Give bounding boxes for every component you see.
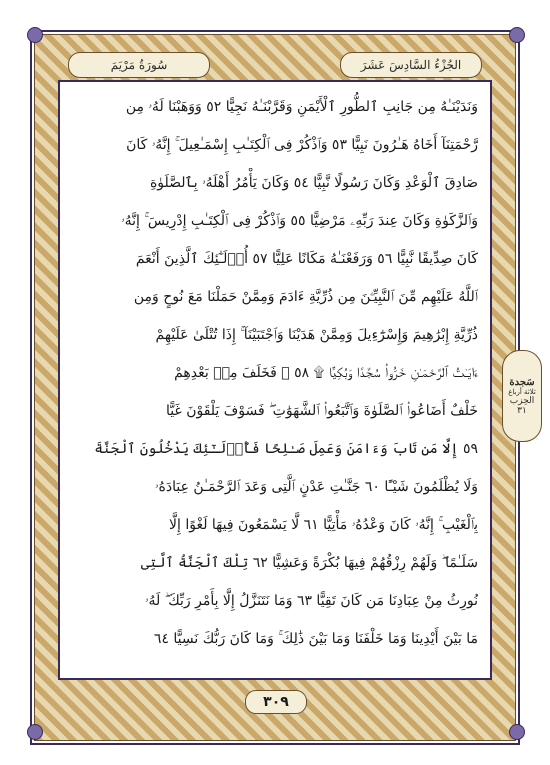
page-header [58, 52, 492, 78]
text-line: وَنَدَيْنَـٰهُ مِن جَانِبِ ٱلطُّورِ ٱلْأَيْمَنِ وَقَرَّبْنَـٰهُ نَجِيًّا ٥٢ وَوَهَبْنَا لَهُۥ مِن [125, 99, 478, 115]
text-line: نُورِثُ مِنْ عِبَادِنَا مَن كَانَ تَقِيًّا ٦٣ وَمَا نَتَنَزَّلُ إِلَّا بِأَمْرِ رَبِّكَ ۖ لَهُۥ [144, 593, 478, 609]
corner-ornament-icon [509, 724, 525, 740]
corner-ornament-icon [27, 724, 43, 740]
hizb-label: الحِزب [509, 395, 535, 406]
text-line: رَّحْمَتِنَآ أَخَاهُ هَـٰرُونَ نَبِيًّا ٥٣ وَٱذْكُرْ فِى ٱلْكِتَـٰبِ إِسْمَـٰعِيلَ ۚ إِنَّهُۥ كَانَ [126, 137, 478, 153]
text-line: ذُرِّيَّةِ إِبْرَٰهِيمَ وَإِسْرَٰٓءِيلَ وَمِمَّنْ هَدَيْنَا وَٱجْتَبَيْنَآ ۚ إِذَا تُتْلَىٰ عَلَيْهِمْ [155, 327, 478, 343]
sajdah-label: سَجدة [509, 376, 535, 388]
text-line: ءَايَـٰتُ ٱلرَّحْمَـٰنِ خَرُّوا۟ سُجَّدًا وَبُكِيًّا ۩ ٥٨ ۞ فَخَلَفَ مِنۢ بَعْدِهِمْ [174, 365, 478, 381]
text-line: خَلْفٌ أَضَاعُوا۟ ٱلصَّلَوٰةَ وَٱتَّبَعُوا۟ ٱلشَّهَوَٰتِ ۖ فَسَوْفَ يَلْقَوْنَ غَيًّا [165, 403, 478, 419]
corner-ornament-icon [509, 27, 525, 43]
surah-label: سُورَةُ مَرْيَمَ [68, 52, 210, 78]
quran-text [72, 92, 478, 672]
text-line: ٥٩ إِلَّا مَن تَابَ وَءَامَنَ وَعَمِلَ صَـٰلِحًا فَأُو۟لَـٰٓئِكَ يَدْخُلُونَ ٱلْجَنَّةَ [94, 441, 478, 457]
hizb-number: ٣١ [517, 405, 527, 416]
text-line: وَلَا يُظْلَمُونَ شَيْـًٔا ٦٠ جَنَّـٰتِ عَدْنٍ ٱلَّتِى وَعَدَ ٱلرَّحْمَـٰنُ عِبَادَهُۥ [155, 479, 478, 495]
sajdah-hizb-marker [502, 350, 542, 442]
corner-ornament-icon [27, 27, 43, 43]
quarter-label: ثلاثة أرباع [508, 387, 536, 396]
text-line: وَٱلزَّكَوٰةِ وَكَانَ عِندَ رَبِّهِۦ مَرْضِيًّا ٥٥ وَٱذْكُرْ فِى ٱلْكِتَـٰبِ إِدْرِيسَ ۚ إِنَّهُۥ [121, 213, 478, 229]
text-line: بِٱلْغَيْبِ ۚ إِنَّهُۥ كَانَ وَعْدُهُۥ مَأْتِيًّا ٦١ لَّا يَسْمَعُونَ فِيهَا لَغْوًا إِلَّا [169, 517, 478, 533]
text-line: مَا بَيْنَ أَيْدِينَا وَمَا خَلْفَنَا وَمَا بَيْنَ ذَٰلِكَ ۚ وَمَا كَانَ رَبُّكَ نَسِيًّا ٦٤ [153, 631, 478, 647]
text-line: صَادِقَ ٱلْوَعْدِ وَكَانَ رَسُولًا نَّبِيًّا ٥٤ وَكَانَ يَأْمُرُ أَهْلَهُۥ بِٱلصَّلَوٰةِ [149, 175, 478, 191]
page-number: ٣٠٩ [245, 690, 307, 714]
juz-label: الجُزْءُ السَّادِسَ عَشَرَ [340, 52, 482, 78]
text-line: سَلَـٰمًا ۖ وَلَهُمْ رِزْقُهُمْ فِيهَا بُكْرَةً وَعَشِيًّا ٦٢ تِلْكَ ٱلْجَنَّةُ ٱلَّتِى [140, 555, 478, 571]
text-line: كَانَ صِدِّيقًا نَّبِيًّا ٥٦ وَرَفَعْنَـٰهُ مَكَانًا عَلِيًّا ٥٧ أُو۟لَـٰٓئِكَ ٱلَّذِينَ أَنْعَمَ [135, 251, 478, 267]
text-line: ٱللَّهُ عَلَيْهِم مِّنَ ٱلنَّبِيِّـۧنَ مِن ذُرِّيَّةِ ءَادَمَ وَمِمَّنْ حَمَلْنَا مَعَ نُوحٍ وَمِن [133, 289, 478, 305]
